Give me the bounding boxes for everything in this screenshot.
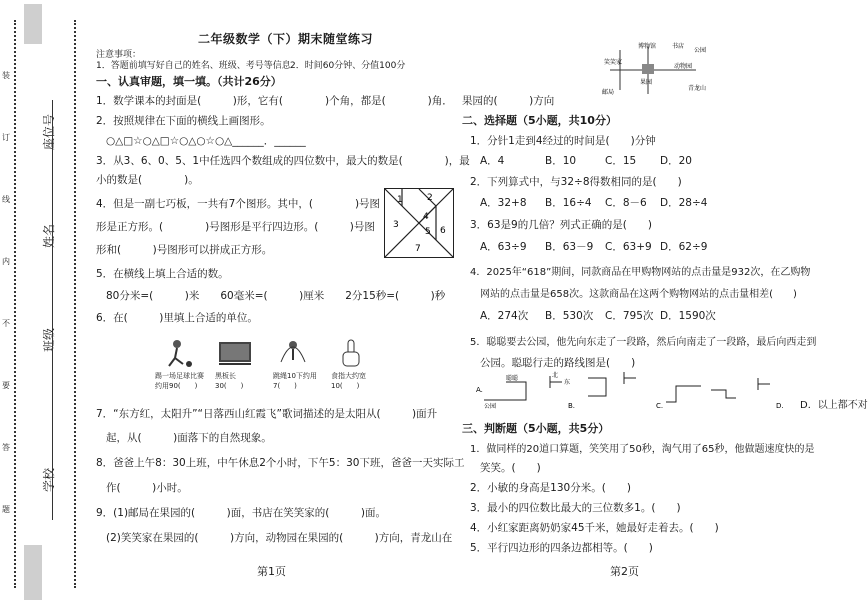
- map-label-park: 公园: [694, 47, 707, 54]
- left-q4b: 形是正方形。( )号图形是平行四边形。( )号图: [96, 221, 375, 233]
- page-title: 二年级数学（下）期末随堂练习: [198, 32, 374, 46]
- blackboard-icon: [217, 338, 253, 368]
- school-label: 学校: [42, 467, 56, 492]
- fold-mark: 装: [2, 71, 10, 80]
- fold-mark: 不: [2, 319, 10, 328]
- caption-blackboard: 黑板长30( ): [215, 372, 244, 390]
- left-q7b: 起，从( )面落下的自然现象。: [106, 432, 272, 444]
- choice-q2-a: A．32+8: [480, 197, 527, 209]
- choice-q1-d: D．20: [660, 155, 692, 167]
- notes-heading: 注意事项：: [96, 50, 142, 60]
- choice-q1-b: B．10: [545, 155, 577, 167]
- left-q6: 6．在( )里填上合适的单位。: [96, 312, 258, 324]
- page-number-1: 第1页: [257, 565, 286, 578]
- left-q5: 5．在横线上填上合适的数。: [96, 268, 229, 280]
- football-player-icon: [161, 338, 197, 368]
- choice-q4-a: A．274次: [480, 310, 529, 322]
- choice-q5b: 公园。聪聪行走的路线图是( ): [480, 357, 636, 369]
- route-label-congcong: 聪聪: [506, 375, 519, 382]
- tangram-figure: [384, 188, 454, 258]
- binding-dotline-outer: [14, 20, 16, 588]
- svg-text:D.: D.: [776, 402, 784, 410]
- left-q4a: 4．但是一副七巧板，一共有7个图形。其中，( )号图: [96, 198, 381, 210]
- caption-jumprope: 跳绳10下约用7( ): [273, 372, 317, 390]
- seat-label: 座位号: [42, 113, 56, 150]
- caption-football: 踢一场足球比赛约用90( ): [155, 372, 204, 390]
- svg-text:B.: B.: [568, 402, 576, 410]
- right-q9c: 果园的( )方向: [462, 95, 555, 107]
- choice-q2: 2．下列算式中，与32÷8得数相同的是( ): [470, 176, 682, 188]
- binding-fill-line: [52, 100, 54, 520]
- choice-q4a: 4．2025年“618”期间，同款商品在甲购物网站的点击量是932次，在乙购物: [470, 267, 811, 278]
- choice-q2-b: B．16÷4: [545, 197, 592, 209]
- svg-text:A.: A.: [476, 386, 483, 394]
- route-options: [476, 372, 806, 412]
- tangram-num-4: 4: [423, 212, 429, 222]
- judge-q4: 4．小红家距离奶奶家45千米，她最好走着去。( ): [470, 522, 719, 534]
- choice-q5-d: D．以上都不对: [800, 400, 868, 411]
- choice-q5a: 5．聪聪要去公园，他先向东走了一段路，然后向南走了一段路，最后向西走到: [470, 337, 817, 348]
- class-label: 班级: [42, 327, 56, 352]
- route-label-east: 东: [564, 379, 571, 386]
- left-q8b: 作( )小时。: [106, 482, 188, 494]
- left-q9b: (2)笑笑家在果园的( )方向，动物园在果园的( )方向，青龙山在: [106, 532, 453, 544]
- fold-mark: 线: [2, 195, 10, 204]
- choice-q1-a: A．4: [480, 155, 505, 167]
- index-finger-icon: [333, 338, 369, 368]
- tangram-num-6: 6: [440, 226, 446, 236]
- unit-pictures: [155, 338, 395, 398]
- choice-q2-d: D．28÷4: [660, 197, 708, 209]
- judge-q1b: 笑笑。( ): [480, 462, 541, 474]
- choice-q4-d: D．1590次: [660, 310, 716, 322]
- map-label-zoo: 动物园: [674, 63, 693, 70]
- left-q2: 2．按照规律在下面的横线上画图形。: [96, 115, 271, 127]
- choice-q1-c: C．15: [605, 155, 637, 167]
- left-q9a: 9．(1)邮局在果园的( )面，书店在笑笑家的( )面。: [96, 507, 386, 519]
- judge-q3: 3．最小的四位数比最大的三位数多1。( ): [470, 502, 681, 514]
- choice-q3-b: B．63－9: [545, 241, 594, 253]
- jump-rope-icon: [275, 338, 311, 368]
- map-figure: [600, 40, 716, 98]
- route-label-north: 北: [552, 372, 559, 379]
- notes-item-1: 1．答题前填写好自己的姓名、班级、考号等信息: [96, 61, 291, 71]
- binding-dotline-inner: [74, 20, 76, 588]
- tangram-num-5: 5: [425, 227, 431, 237]
- gray-block-top: [24, 4, 42, 44]
- choice-q3-c: C．63+9: [605, 241, 652, 253]
- tangram-num-2: 2: [427, 193, 433, 203]
- judge-q2: 2．小敏的身高是130分米。( ): [470, 482, 631, 494]
- tangram-num-3: 3: [393, 220, 399, 230]
- map-label-orchard: 果园: [640, 79, 653, 86]
- gray-block-bottom: [24, 545, 42, 600]
- section-3-heading: 三、判断题（5小题，共5分）: [462, 422, 610, 435]
- map-label-museum: 博物馆: [638, 43, 657, 50]
- section-2-heading: 二、选择题（5小题，共10分）: [462, 114, 617, 127]
- choice-q2-c: C．8－6: [605, 197, 647, 209]
- fold-mark: 内: [2, 257, 10, 266]
- choice-q4b: 网站的点击量是658次。这款商品在这两个购物网站的点击量相差( ): [480, 289, 797, 300]
- left-q8a: 8．爸爸上午8：30上班，中午休息2个小时，下午5：30下班，爸爸一天实际工: [96, 457, 465, 469]
- caption-finger: 食指大约宽10( ): [331, 372, 366, 390]
- route-label-park: 公园: [484, 403, 497, 410]
- notes-item-2: 2．时间60分钟、分值100分: [290, 61, 406, 71]
- page-number-2: 第2页: [610, 565, 639, 578]
- fold-mark: 答: [2, 443, 10, 452]
- fold-mark: 要: [2, 381, 10, 390]
- tangram-num-1: 1: [397, 195, 403, 205]
- left-q4c: 形和( )号图形可以拼成正方形。: [96, 244, 273, 256]
- choice-q1: 1．分针1走到4经过的时间是( )分钟: [470, 135, 656, 147]
- left-q3a: 3．从3、6、0、5、1中任选四个数组成的四位数中，最大的数是( )，最: [96, 155, 470, 167]
- judge-q1a: 1．做同样的20道口算题，笑笑用了50秒，淘气用了65秒，他做题速度快的是: [470, 444, 815, 455]
- choice-q4-c: C．795次: [605, 310, 654, 322]
- name-label: 姓名: [42, 223, 56, 248]
- tangram-num-7: 7: [415, 244, 421, 254]
- left-q3b: 小的数是( )。: [96, 174, 199, 186]
- judge-q5: 5．平行四边形的四条边都相等。( ): [470, 542, 653, 554]
- left-q2-pattern: ○△□☆○△□☆○△○☆○△______．______: [106, 135, 306, 147]
- svg-text:C.: C.: [656, 402, 664, 410]
- choice-q4-b: B．530次: [545, 310, 594, 322]
- left-q1: 1．数学课本的封面是( )形，它有( )个角，都是( )角．: [96, 95, 453, 107]
- binding-strip: [0, 0, 86, 608]
- map-label-mountain: 青龙山: [688, 85, 707, 92]
- choice-q3-a: A．63÷9: [480, 241, 527, 253]
- left-q5-items: 80分米=( )米 60毫米=( )厘米 2分15秒=( )秒: [106, 290, 446, 302]
- map-label-post: 邮局: [602, 89, 615, 96]
- fold-mark: 订: [2, 133, 10, 142]
- choice-q3: 3．63是9的几倍？列式正确的是( ): [470, 219, 652, 231]
- left-q7a: 7．“东方红，太阳升”“日落西山红霞飞”歌词描述的是太阳从( )面升: [96, 408, 438, 420]
- section-1-heading: 一、认真审题，填一填。（共计26分）: [96, 75, 282, 88]
- choice-q3-d: D．62÷9: [660, 241, 708, 253]
- map-label-bookstore: 书店: [672, 43, 685, 50]
- map-label-home: 笑笑家: [604, 59, 623, 66]
- fold-mark: 题: [2, 505, 10, 514]
